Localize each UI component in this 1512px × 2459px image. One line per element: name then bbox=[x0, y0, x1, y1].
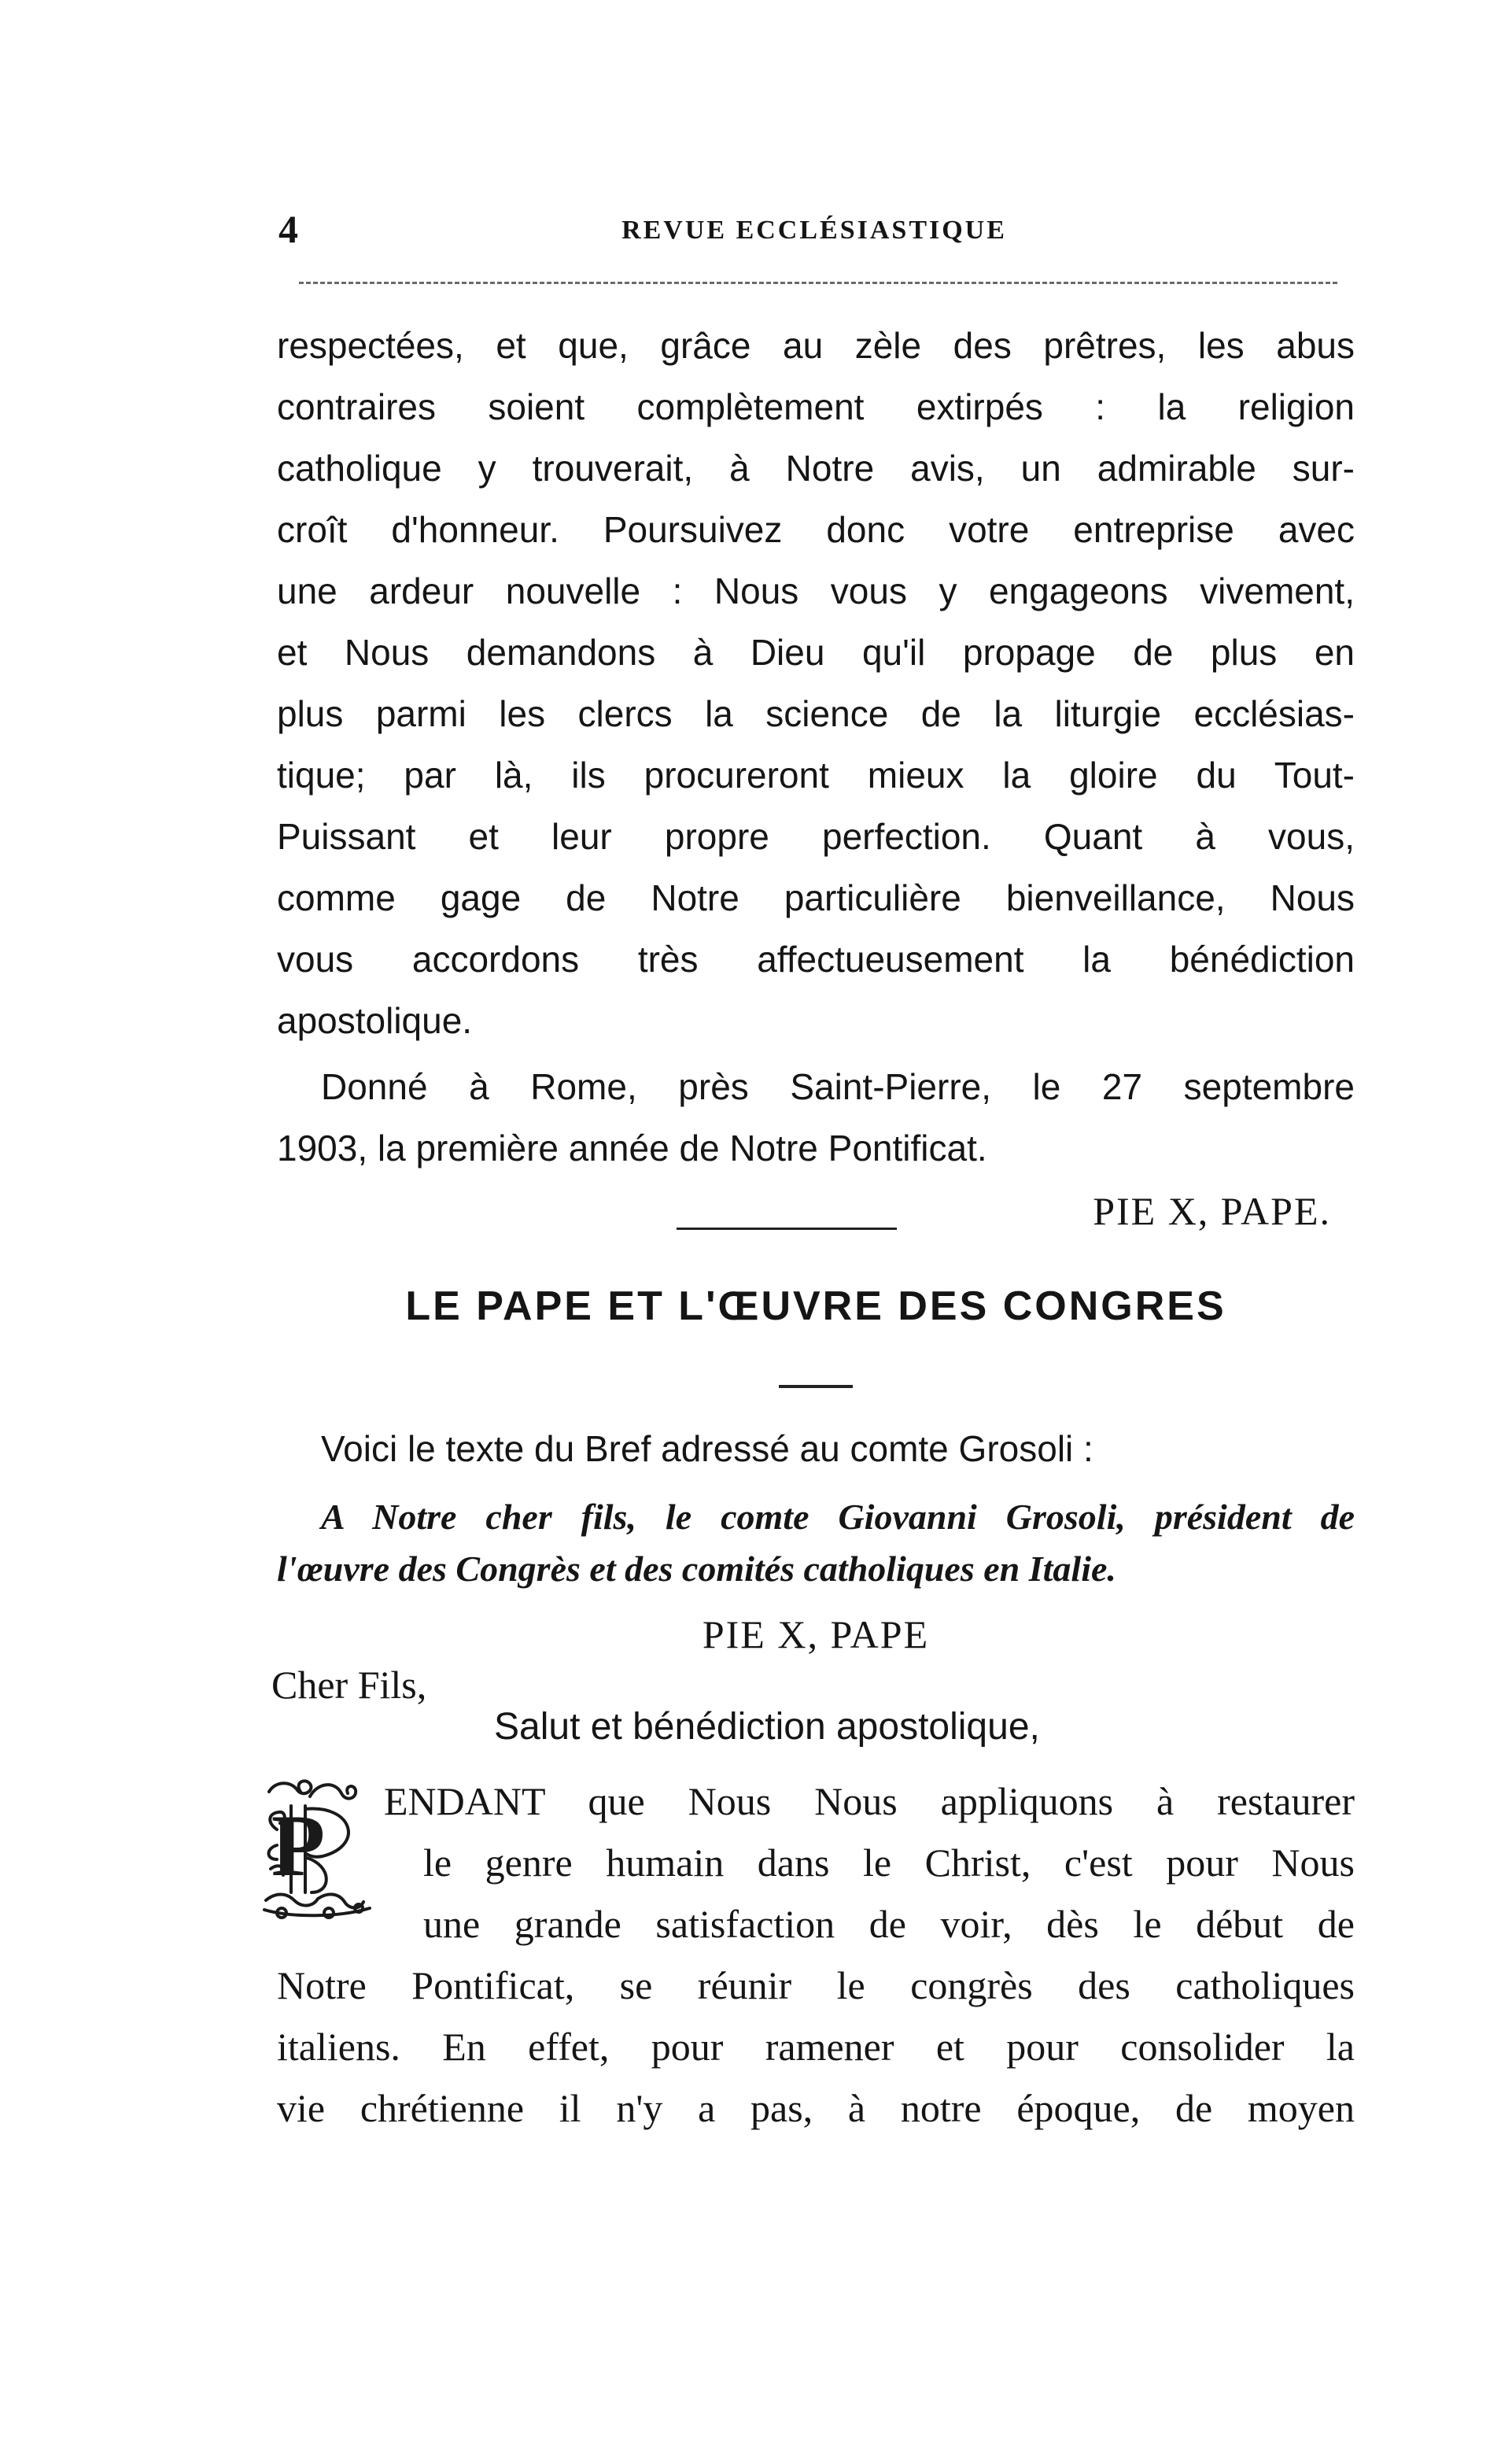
dropcap-letter: P bbox=[271, 1797, 326, 1895]
text-line: italiens. En effet, pour ramener et pour consolider la bbox=[277, 2025, 1355, 2069]
address-block bbox=[277, 1491, 1355, 1595]
text-line: Notre Pontificat, se réunir le congrès des catholiques bbox=[277, 1963, 1355, 2007]
ornamental-dropcap bbox=[260, 1774, 401, 1924]
text-line: le genre humain dans le Christ, c'est pour Nous bbox=[423, 1841, 1355, 1885]
text-line: une grande satisfaction de voir, dès le début de bbox=[423, 1902, 1355, 1946]
text-line: vous accordons très affectueusement la bénédiction bbox=[277, 939, 1355, 980]
header-rule bbox=[299, 282, 1337, 284]
section-heading: LE PAPE ET L'ŒUVRE DES CONGRES bbox=[405, 1283, 1226, 1329]
text-line: croît d'honneur. Poursuivez donc votre entreprise avec bbox=[277, 509, 1355, 550]
separator-rule bbox=[677, 1228, 897, 1230]
text-line: contraires soient complètement extirpés : la religion bbox=[277, 386, 1355, 427]
text-line: vie chrétienne il n'y a pas, à notre époque, de moyen bbox=[277, 2086, 1355, 2130]
dateline bbox=[277, 1056, 1355, 1179]
text-line: et Nous demandons à Dieu qu'il propage de plus en bbox=[277, 632, 1355, 673]
pope-title: PIE X, PAPE bbox=[702, 1612, 930, 1656]
heading-rule bbox=[779, 1385, 853, 1388]
dateline-line: 1903, la première année de Notre Pontificat. bbox=[277, 1128, 987, 1169]
text-line: catholique y trouverait, à Notre avis, un admirable sur- bbox=[277, 448, 1355, 489]
address-line: l'œuvre des Congrès et des comités catholiques en Italie. bbox=[277, 1549, 1116, 1589]
dateline-line: Donné à Rome, près Saint-Pierre, le 27 septembre bbox=[321, 1066, 1355, 1107]
salutation: Cher Fils, bbox=[271, 1663, 427, 1707]
text-line: comme gage de Notre particulière bienveillance, Nous bbox=[277, 877, 1355, 918]
intro-line: Voici le texte du Bref adressé au comte Grosoli : bbox=[321, 1428, 1093, 1469]
body-paragraph bbox=[277, 1955, 1355, 2139]
page-header bbox=[267, 206, 1361, 253]
greeting: Salut et bénédiction apostolique, bbox=[494, 1706, 1040, 1748]
running-title: REVUE ECCLÉSIASTIQUE bbox=[621, 216, 1007, 245]
page-number: 4 bbox=[278, 207, 298, 251]
signature: PIE X, PAPE. bbox=[1093, 1189, 1331, 1233]
text-line: Puissant et leur propre perfection. Quant à vous, bbox=[277, 816, 1355, 857]
text-line: respectées, et que, grâce au zèle des prêtres, les abus bbox=[277, 325, 1355, 366]
text-line: plus parmi les clercs la science de la liturgie ecclésias- bbox=[277, 693, 1355, 734]
text-line: apostolique. bbox=[277, 1000, 473, 1041]
dropcap-ornament-icon bbox=[260, 1774, 401, 1924]
section-intro bbox=[277, 1418, 1355, 1479]
text-line: tique; par là, ils procureront mieux la gloire du Tout- bbox=[277, 755, 1355, 796]
address-line: A Notre cher fils, le comte Giovanni Grosoli, président de bbox=[321, 1497, 1355, 1537]
letter-end-paragraph bbox=[277, 315, 1355, 1051]
dropcap-lines bbox=[384, 1770, 1355, 1955]
text-line: une ardeur nouvelle : Nous vous y engageons vivement, bbox=[277, 570, 1355, 611]
text-line: ENDANT que Nous Nous appliquons à restaurer bbox=[384, 1779, 1355, 1823]
